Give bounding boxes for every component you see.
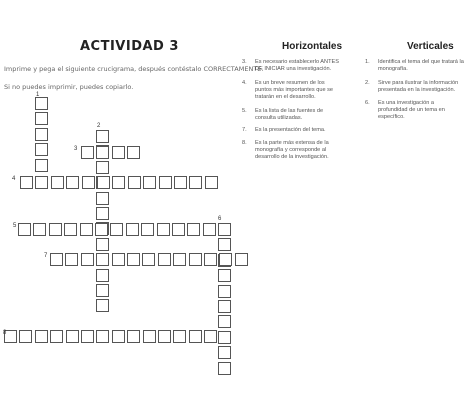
- crossword-cell[interactable]: [112, 146, 125, 159]
- vertical-clue-1: [365, 59, 473, 75]
- crossword-cell[interactable]: [110, 223, 123, 236]
- crossword-cell[interactable]: [96, 253, 109, 266]
- crossword-cell[interactable]: [18, 223, 31, 236]
- crossword-cell[interactable]: [66, 330, 79, 343]
- horizontal-clue-8: [242, 140, 352, 164]
- crossword-cell[interactable]: [219, 253, 232, 266]
- crossword-cell[interactable]: [204, 253, 217, 266]
- horizontal-clue-7: [242, 127, 352, 135]
- clue-text-line: Sirve para ilustrar la información: [378, 80, 459, 86]
- crossword-cell[interactable]: [218, 315, 231, 328]
- crossword-cell[interactable]: [96, 161, 109, 174]
- crossword-cell[interactable]: [96, 330, 109, 343]
- crossword-cell[interactable]: [80, 223, 93, 236]
- crossword-cell[interactable]: [35, 112, 48, 125]
- crossword-cell[interactable]: [173, 253, 186, 266]
- crossword-cell[interactable]: [142, 253, 155, 266]
- clue-text-line: desarrollo de la investigación.: [255, 154, 329, 161]
- vertical-clue-6: [365, 100, 473, 124]
- horizontal-clue-4: [242, 80, 352, 104]
- crossword-cell[interactable]: [218, 223, 231, 236]
- crossword-cell[interactable]: [141, 223, 154, 236]
- clue-text-line: Es una investigación a: [378, 100, 434, 106]
- crossword-cell[interactable]: [96, 238, 109, 251]
- crossword-cell[interactable]: [203, 223, 216, 236]
- crossword-cell[interactable]: [218, 269, 231, 282]
- crossword-cell[interactable]: [189, 330, 202, 343]
- crossword-cell[interactable]: [172, 223, 185, 236]
- clue-number: 2.: [365, 80, 370, 86]
- crossword-cell[interactable]: [96, 269, 109, 282]
- clue-text-line: específico.: [378, 114, 405, 121]
- clue-text-line: monografía.: [378, 66, 408, 73]
- crossword-cell[interactable]: [173, 330, 186, 343]
- crossword-cell[interactable]: [157, 223, 170, 236]
- crossword-cell[interactable]: [96, 284, 109, 297]
- clue-text-line: Es un breve resumen de los: [255, 80, 325, 86]
- crossword-cell[interactable]: [82, 176, 95, 189]
- grid-number-5: 5: [13, 223, 17, 229]
- crossword-cell[interactable]: [50, 253, 63, 266]
- crossword-cell[interactable]: [218, 362, 231, 375]
- clue-text-line: profundidad de un tema en: [378, 107, 445, 114]
- clue-number: 1.: [365, 59, 370, 65]
- crossword-cell[interactable]: [218, 238, 231, 251]
- crossword-cell[interactable]: [35, 128, 48, 141]
- crossword-cell[interactable]: [35, 159, 48, 172]
- crossword-cell[interactable]: [81, 146, 94, 159]
- crossword-cell[interactable]: [19, 330, 32, 343]
- clue-text-line: Es la presentación del tema.: [255, 127, 326, 133]
- crossword-cell[interactable]: [159, 176, 172, 189]
- crossword-cell[interactable]: [50, 330, 63, 343]
- crossword-cell[interactable]: [81, 330, 94, 343]
- crossword-cell[interactable]: [35, 97, 48, 110]
- clue-number: 7.: [242, 127, 247, 133]
- crossword-cell[interactable]: [64, 223, 77, 236]
- clue-number: 4.: [242, 80, 247, 86]
- grid-number-4: 4: [12, 176, 16, 182]
- crossword-cell[interactable]: [189, 253, 202, 266]
- verticales-heading: Verticales: [407, 41, 454, 52]
- crossword-cell[interactable]: [35, 143, 48, 156]
- clue-text-line: presentada en la investigación.: [378, 87, 456, 94]
- crossword-cell[interactable]: [205, 176, 218, 189]
- vertical-clue-2: [365, 80, 473, 96]
- crossword-cell[interactable]: [189, 176, 202, 189]
- clue-text-line: Es necesario establecerlo ANTES: [255, 59, 339, 65]
- clue-text-line: tratarán en el desarrollo.: [255, 94, 316, 101]
- horizontales-heading: Horizontales: [282, 41, 343, 52]
- crossword-cell[interactable]: [96, 146, 109, 159]
- crossword-cell[interactable]: [143, 330, 156, 343]
- crossword-cell[interactable]: [35, 176, 48, 189]
- crossword-cell[interactable]: [95, 223, 108, 236]
- crossword-cell[interactable]: [66, 176, 79, 189]
- worksheet-title: ACTIVIDAD 3: [80, 39, 179, 54]
- crossword-cell[interactable]: [218, 346, 231, 359]
- clue-number: 8.: [242, 140, 247, 146]
- crossword-cell[interactable]: [97, 176, 110, 189]
- clue-text-line: DE INICIAR una investigación.: [255, 66, 332, 73]
- crossword-cell[interactable]: [49, 223, 62, 236]
- clue-text-line: consulta utilizadas.: [255, 115, 303, 122]
- crossword-cell[interactable]: [96, 299, 109, 312]
- crossword-cell[interactable]: [112, 330, 125, 343]
- crossword-cell[interactable]: [112, 253, 125, 266]
- crossword-cell[interactable]: [174, 176, 187, 189]
- crossword-cell[interactable]: [126, 223, 139, 236]
- crossword-cell[interactable]: [218, 331, 231, 344]
- grid-number-2: 2: [97, 123, 101, 129]
- crossword-cell[interactable]: [51, 176, 64, 189]
- crossword-cell[interactable]: [127, 330, 140, 343]
- grid-number-8: 8: [3, 330, 7, 336]
- crossword-cell[interactable]: [65, 253, 78, 266]
- crossword-cell[interactable]: [218, 285, 231, 298]
- crossword-cell[interactable]: [35, 330, 48, 343]
- horizontal-clue-5: [242, 108, 352, 124]
- crossword-cell[interactable]: [204, 330, 217, 343]
- instruction-line-2: Si no puedes imprimir, puedes copiarlo.: [4, 83, 134, 91]
- clue-text-line: puntos más importantes que se: [255, 87, 334, 94]
- crossword-cell[interactable]: [158, 330, 171, 343]
- grid-number-7: 7: [44, 253, 48, 259]
- horizontal-clue-3: [242, 59, 352, 75]
- crossword-cell[interactable]: [128, 176, 141, 189]
- clue-text-line: Identifica el tema del que tratará la: [378, 59, 464, 65]
- crossword-cell[interactable]: [96, 192, 109, 205]
- crossword-cell[interactable]: [33, 223, 46, 236]
- grid-number-6: 6: [218, 216, 222, 222]
- crossword-cell[interactable]: [218, 300, 231, 313]
- crossword-cell[interactable]: [112, 176, 125, 189]
- instruction-line-1: Imprime y pega el siguiente crucigrama, después contéstalo CORRECTAMENTE.: [4, 65, 264, 73]
- crossword-cell[interactable]: [20, 176, 33, 189]
- crossword-cell[interactable]: [235, 253, 248, 266]
- clue-number: 6.: [365, 100, 370, 106]
- crossword-cell[interactable]: [143, 176, 156, 189]
- clue-text-line: Es la parte más extensa de la: [255, 140, 329, 146]
- clue-number: 3.: [242, 59, 247, 65]
- crossword-cell[interactable]: [187, 223, 200, 236]
- crossword-cell[interactable]: [127, 146, 140, 159]
- crossword-cell[interactable]: [127, 253, 140, 266]
- grid-number-1: 1: [36, 92, 40, 98]
- crossword-cell[interactable]: [81, 253, 94, 266]
- grid-number-3: 3: [74, 146, 78, 152]
- crossword-cell[interactable]: [158, 253, 171, 266]
- crossword-cell[interactable]: [96, 130, 109, 143]
- clue-number: 5.: [242, 108, 247, 114]
- clue-text-line: Es la lista de las fuentes de: [255, 108, 324, 114]
- crossword-cell[interactable]: [96, 207, 109, 220]
- clue-text-line: monografía y corresponde al: [255, 147, 327, 154]
